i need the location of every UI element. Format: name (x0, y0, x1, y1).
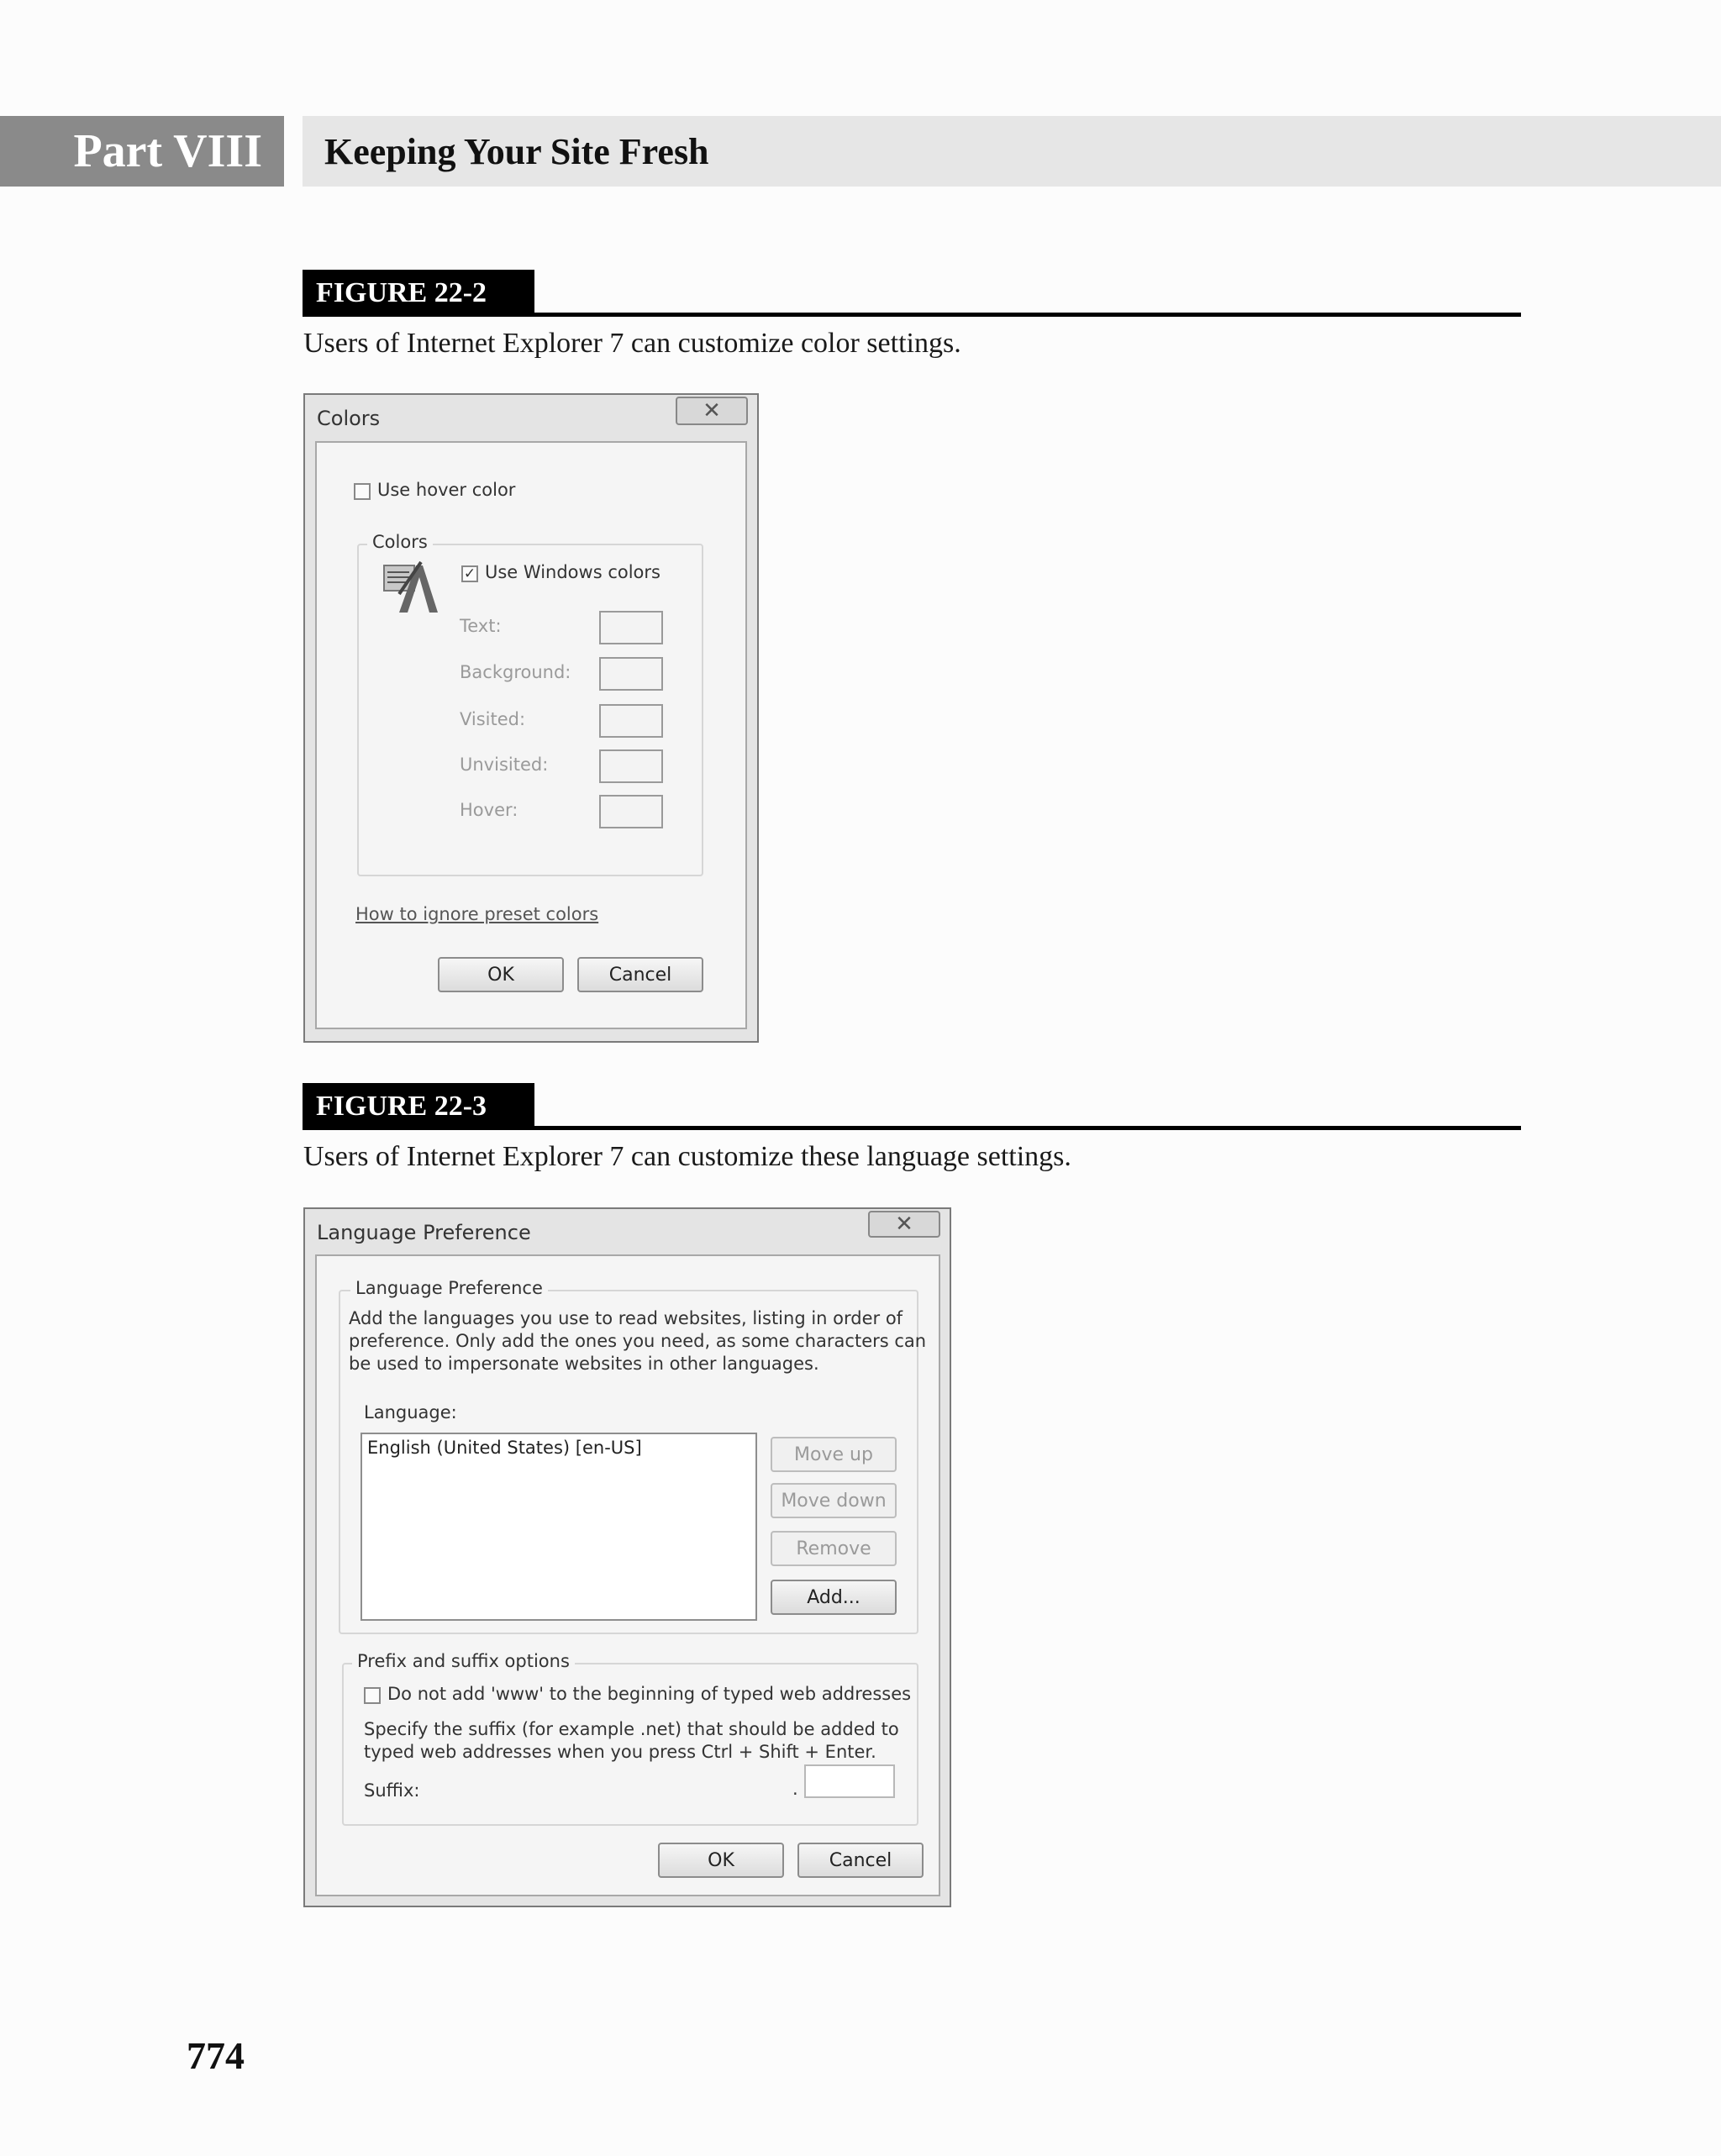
suffix-help-line: typed web addresses when you press Ctrl + Shift + Enter. (364, 1742, 876, 1762)
hover-color-checkbox[interactable] (354, 483, 371, 500)
close-icon: ✕ (703, 398, 721, 423)
checkmark-icon: ✓ (463, 565, 476, 582)
unvisited-color-swatch[interactable] (599, 749, 663, 783)
suffix-help-line: Specify the suffix (for example .net) that should be added to (364, 1719, 899, 1739)
colors-icon (382, 560, 441, 616)
dialog-body (315, 441, 747, 1029)
prefix-suffix-group-label: Prefix and suffix options (352, 1651, 575, 1671)
dialog-body (315, 1254, 940, 1896)
colors-group-label: Colors (367, 532, 433, 552)
dialog-title: Colors (317, 407, 381, 430)
close-button[interactable] (676, 397, 748, 425)
cancel-button[interactable]: Cancel (577, 957, 703, 992)
move-up-button[interactable]: Move up (771, 1437, 897, 1472)
add-button[interactable]: Add... (771, 1580, 897, 1615)
page-number: 774 (187, 2034, 245, 2077)
language-listbox[interactable] (361, 1433, 757, 1621)
description-line: preference. Only add the ones you need, as some characters can (349, 1331, 927, 1351)
hover-color-swatch[interactable] (599, 795, 663, 828)
hover-color-label: Use hover color (377, 480, 516, 500)
description-line: Add the languages you use to read websites, listing in order of (349, 1308, 903, 1328)
dialog-title: Language Preference (317, 1221, 531, 1244)
language-group-label: Language Preference (350, 1278, 548, 1298)
background-color-swatch[interactable] (599, 657, 663, 691)
suffix-label: Suffix: (364, 1780, 420, 1801)
remove-button[interactable]: Remove (771, 1531, 897, 1566)
list-item[interactable]: English (United States) [en-US] (367, 1438, 642, 1458)
suffix-input[interactable] (804, 1764, 895, 1798)
visited-color-swatch[interactable] (599, 704, 663, 738)
figure-caption: Users of Internet Explorer 7 can customize color settings. (303, 328, 961, 359)
close-button[interactable] (868, 1211, 940, 1238)
ok-button[interactable]: OK (438, 957, 564, 992)
colors-dialog (303, 393, 759, 1043)
text-color-label: Text: (460, 616, 502, 636)
language-preference-dialog (303, 1207, 951, 1907)
background-color-label: Background: (460, 662, 571, 682)
figure-rule (534, 1126, 1521, 1130)
figure-caption: Users of Internet Explorer 7 can customize these language settings. (303, 1141, 1071, 1172)
figure-rule (534, 313, 1521, 317)
close-icon: ✕ (895, 1212, 913, 1237)
ignore-preset-colors-link[interactable]: How to ignore preset colors (355, 904, 599, 924)
chapter-title: Keeping Your Site Fresh (303, 116, 1721, 187)
part-label: Part VIII (0, 116, 284, 187)
no-www-label: Do not add 'www' to the beginning of typed web addresses (387, 1684, 912, 1704)
language-label: Language: (364, 1402, 457, 1422)
move-down-button[interactable]: Move down (771, 1483, 897, 1518)
use-windows-colors-checkbox[interactable] (461, 565, 478, 582)
text-color-swatch[interactable] (599, 611, 663, 644)
description-line: be used to impersonate websites in other languages. (349, 1354, 819, 1374)
ok-button[interactable]: OK (658, 1843, 784, 1878)
hover-color-field-label: Hover: (460, 800, 518, 820)
visited-color-label: Visited: (460, 709, 526, 729)
use-windows-colors-label: Use Windows colors (485, 562, 661, 582)
no-www-checkbox[interactable] (364, 1687, 381, 1704)
cancel-button[interactable]: Cancel (797, 1843, 924, 1878)
unvisited-color-label: Unvisited: (460, 755, 549, 775)
suffix-dot: . (792, 1779, 798, 1799)
figure-label: FIGURE 22-2 (303, 270, 534, 317)
figure-label: FIGURE 22-3 (303, 1083, 534, 1130)
